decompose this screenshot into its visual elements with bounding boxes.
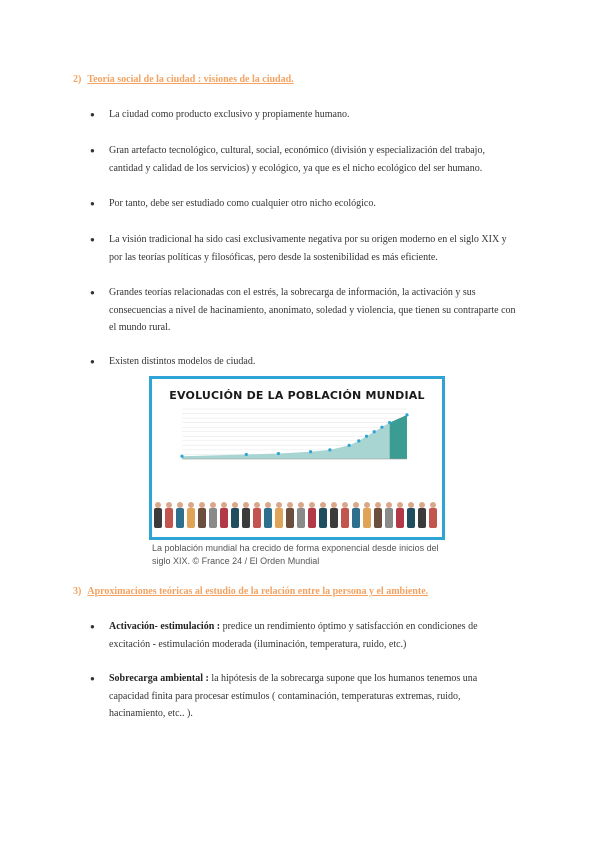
person-figure: [231, 502, 239, 528]
list-item-text: La visión tradicional ha sido casi exclusivamente negativa por su origen moderno en el siglo XIX y por las teorías políticas y filosóficas, pero desde la sostenibilidad es más eficiente.: [109, 234, 507, 263]
person-figure: [253, 502, 261, 528]
data-point: [245, 453, 248, 456]
person-head: [309, 502, 315, 508]
person-body: [297, 508, 305, 528]
person-head: [210, 502, 216, 508]
data-point: [405, 413, 408, 416]
person-head: [364, 502, 370, 508]
person-body: [429, 508, 437, 528]
person-figure: [176, 502, 184, 528]
data-point: [277, 452, 280, 455]
data-point: [309, 450, 312, 453]
person-figure: [209, 502, 217, 528]
person-head: [353, 502, 359, 508]
person-body: [308, 508, 316, 528]
person-head: [188, 502, 194, 508]
person-body: [242, 508, 250, 528]
list-item: [90, 142, 518, 177]
data-point: [365, 435, 368, 438]
person-figure: [242, 502, 250, 528]
person-figure: [264, 502, 272, 528]
person-figure: [330, 502, 338, 528]
data-point: [180, 455, 183, 458]
list-item: [90, 106, 518, 124]
person-body: [363, 508, 371, 528]
person-body: [418, 508, 426, 528]
person-head: [375, 502, 381, 508]
person-head: [254, 502, 260, 508]
bullet-icon: ●: [90, 199, 95, 208]
data-point: [357, 439, 360, 442]
person-body: [231, 508, 239, 528]
person-figure: [165, 502, 173, 528]
person-figure: [187, 502, 195, 528]
list-item: [90, 195, 518, 213]
person-head: [408, 502, 414, 508]
bullet-icon: ●: [90, 622, 95, 631]
person-body: [275, 508, 283, 528]
list-item-text: Gran artefacto tecnológico, cultural, social, económico (división y especialización del trabajo, cantidad y calidad de los servicios) y ecológico, ya que es el nicho ecológico del ser humano.: [109, 145, 485, 174]
person-figure: [286, 502, 294, 528]
list-item: [90, 670, 518, 723]
person-figure: [220, 502, 228, 528]
person-head: [397, 502, 403, 508]
area-projection: [390, 415, 407, 459]
person-body: [198, 508, 206, 528]
section-2-title: Teoría social de la ciudad : visiones de la ciudad.: [87, 74, 294, 85]
data-point: [328, 448, 331, 451]
person-head: [243, 502, 249, 508]
bullet-icon: ●: [90, 146, 95, 155]
person-head: [199, 502, 205, 508]
person-figure: [319, 502, 327, 528]
section-3-heading: [73, 586, 428, 597]
bullet-icon: ●: [90, 288, 95, 297]
person-body: [220, 508, 228, 528]
person-body: [176, 508, 184, 528]
person-figure: [385, 502, 393, 528]
person-head: [287, 502, 293, 508]
person-head: [155, 502, 161, 508]
person-head: [386, 502, 392, 508]
list-item-text: Existen distintos modelos de ciudad.: [109, 356, 256, 367]
person-figure: [154, 502, 162, 528]
data-point: [388, 421, 391, 424]
term: Activación- estimulación :: [109, 621, 221, 632]
person-body: [319, 508, 327, 528]
list-item-text: [109, 670, 518, 723]
person-head: [320, 502, 326, 508]
person-figure: [418, 502, 426, 528]
person-figure: [374, 502, 382, 528]
list-item: [90, 284, 518, 337]
person-figure: [198, 502, 206, 528]
figure-caption: La población mundial ha crecido de forma exponencial desde inicios del siglo XIX. © France 24 / El Orden Mundial: [152, 543, 439, 566]
population-figure: [149, 376, 445, 540]
person-body: [209, 508, 217, 528]
bullet-icon: ●: [90, 674, 95, 683]
person-head: [419, 502, 425, 508]
person-head: [342, 502, 348, 508]
bullet-icon: ●: [90, 357, 95, 366]
data-point: [348, 444, 351, 447]
person-body: [187, 508, 195, 528]
person-body: [264, 508, 272, 528]
data-point: [373, 430, 376, 433]
person-head: [430, 502, 436, 508]
person-body: [341, 508, 349, 528]
list-item: [90, 353, 518, 371]
definition: predice un rendimiento óptimo y satisfacción en condiciones de excitación - estimulación moderada (iluminación, temperatura, ruido, etc.): [109, 621, 478, 650]
person-body: [165, 508, 173, 528]
person-body: [374, 508, 382, 528]
person-body: [286, 508, 294, 528]
person-head: [298, 502, 304, 508]
person-body: [330, 508, 338, 528]
person-body: [253, 508, 261, 528]
list-item-text: Por tanto, debe ser estudiado como cualquier otro nicho ecológico.: [109, 198, 376, 209]
figure-title: EVOLUCIÓN DE LA POBLACIÓN MUNDIAL: [169, 389, 425, 402]
person-figure: [308, 502, 316, 528]
bullet-icon: ●: [90, 110, 95, 119]
person-body: [385, 508, 393, 528]
term: Sobrecarga ambiental :: [109, 673, 209, 684]
person-head: [265, 502, 271, 508]
section-3-number: 3): [73, 586, 82, 597]
list-item: [90, 618, 518, 653]
person-body: [396, 508, 404, 528]
bullet-icon: ●: [90, 235, 95, 244]
crowd-illustration: [154, 502, 437, 528]
section-3-title: Aproximaciones teóricas al estudio de la relación entre la persona y el ambiente.: [87, 586, 429, 597]
list-item: [90, 231, 518, 266]
person-figure: [341, 502, 349, 528]
person-head: [232, 502, 238, 508]
person-body: [352, 508, 360, 528]
section-2-number: 2): [73, 74, 82, 85]
person-figure: [407, 502, 415, 528]
list-item-text: La ciudad como producto exclusivo y propiamente humano.: [109, 109, 350, 120]
person-body: [407, 508, 415, 528]
definition: la hipótesis de la sobrecarga supone que los humanos tenemos una capacidad finita para procesar estímulos ( contaminación, temperaturas extremas, ruido, hacinamiento, etc.. ).: [109, 673, 478, 719]
person-figure: [396, 502, 404, 528]
person-head: [177, 502, 183, 508]
person-head: [331, 502, 337, 508]
person-figure: [275, 502, 283, 528]
list-item-text: Grandes teorías relacionadas con el estrés, la sobrecarga de información, la activación y sus consecuencias a nivel de hacinamiento, anonimato, soledad y violencia, que tienen su contraparte con el mundo rural.: [109, 287, 516, 333]
person-figure: [429, 502, 437, 528]
person-head: [166, 502, 172, 508]
person-body: [154, 508, 162, 528]
person-head: [221, 502, 227, 508]
person-figure: [363, 502, 371, 528]
person-figure: [297, 502, 305, 528]
list-item-text: [109, 618, 518, 653]
person-head: [276, 502, 282, 508]
section-2-heading: [73, 74, 294, 85]
person-figure: [352, 502, 360, 528]
population-chart: [152, 379, 442, 537]
data-point: [380, 426, 383, 429]
